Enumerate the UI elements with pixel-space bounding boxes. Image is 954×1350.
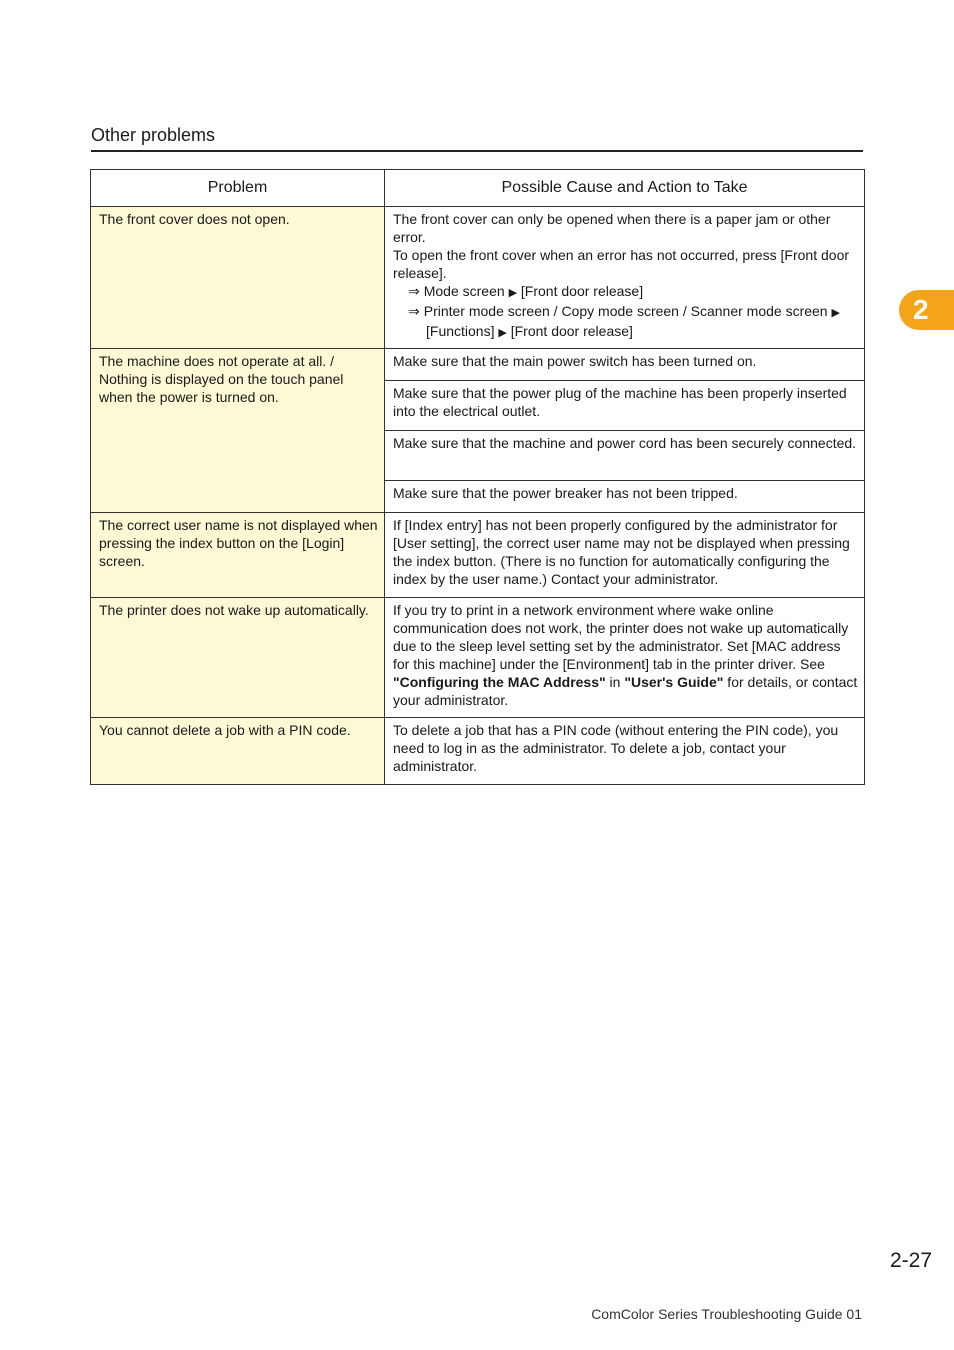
problem-cell: The correct user name is not displayed when pressing the index button on the [Login] screen. [91,513,385,598]
triangle-right-icon: ▶ [498,327,507,339]
problem-cell: The printer does not wake up automatically. [91,598,385,718]
triangle-right-icon: ▶ [831,307,840,319]
table-row [91,718,865,785]
problem-cell: You cannot delete a job with a PIN code. [91,718,385,785]
problem-cell: The front cover does not open. [91,207,385,349]
step-text: Printer mode screen / Copy mode screen / Scanner mode screen [423,303,828,319]
table-header-row [91,170,865,207]
link-reference: "Configuring the MAC Address" [393,674,606,690]
cause-text: If you try to print in a network environment where wake online communication does not work, the printer does not wake up automatically due to the sleep level setting set by the administrator. Set [MAC address for this machine] under the [Environment] tab in the printer driver. See [393,602,849,672]
triangle-right-icon: ▶ [508,287,518,299]
guide-reference: "User's Guide" [624,674,724,690]
problem-cell: The machine does not operate at all. / Nothing is displayed on the touch panel when the power is turned on. [91,349,385,513]
cause-cell: Make sure that the machine and power cord has been securely connected. [385,431,865,481]
table-row [91,598,865,718]
arrow-icon: ⇒ [408,303,420,319]
table-row [91,207,865,349]
cause-cell: Make sure that the power breaker has not been tripped. [385,481,865,513]
page-number: 2-27 [889,1249,932,1272]
arrow-icon: ⇒ [408,283,420,299]
cause-cell [385,598,865,718]
step-text: [Front door release] [510,323,633,339]
header-cause: Possible Cause and Action to Take [385,170,865,207]
cause-text: in [605,674,625,690]
table-row [91,349,865,381]
procedure-step [393,302,858,342]
section-title: Other problems [91,123,863,152]
cause-text: for details, or contact your administrator. [393,674,858,708]
cause-cell: Make sure that the power plug of the machine has been properly inserted into the electrical outlet. [385,381,865,431]
step-text: [Front door release] [520,283,644,299]
cause-cell: If [Index entry] has not been properly configured by the administrator for [User setting], the correct user name may not be displayed when pressing the index button. (There is no function for automatically configuring the index by the user name.) Contact your administrator. [385,513,865,598]
problems-table [90,169,865,785]
cause-cell: Make sure that the main power switch has been turned on. [385,349,865,381]
procedure-step [393,282,858,302]
table-row [91,513,865,598]
cause-cell [385,207,865,349]
footer-text: ComColor Series Troubleshooting Guide 01 [591,1306,862,1322]
cause-text: To open the front cover when an error has not occurred, press [Front door release]. [393,247,850,281]
header-problem: Problem [91,170,385,207]
cause-text: The front cover can only be opened when there is a paper jam or other error. [393,211,831,245]
chapter-tab[interactable]: 2 [899,290,954,330]
cause-cell: To delete a job that has a PIN code (without entering the PIN code), you need to log in as the administrator. To delete a job, contact your administrator. [385,718,865,785]
step-text: Mode screen [423,283,505,299]
step-text: [Functions] [426,323,495,339]
